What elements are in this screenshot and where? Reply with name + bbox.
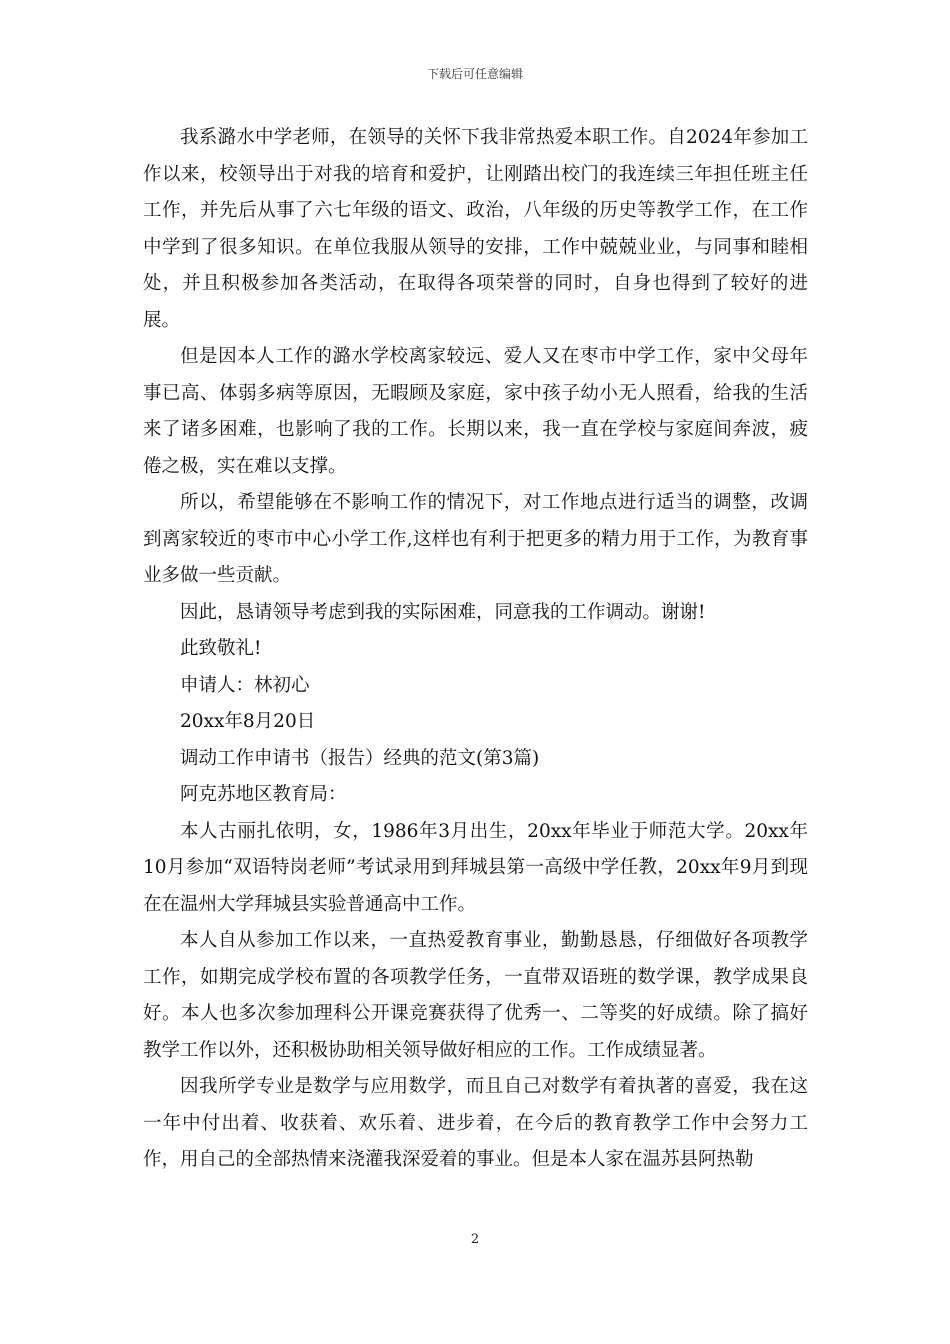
page-number: 2 bbox=[470, 1232, 480, 1247]
paragraph: 但是因本人工作的潞水学校离家较远、爱人又在枣市中学工作，家中父母年事已高、体弱多病等原因，无暇顾及家庭，家中孩子幼小无人照看，给我的生活来了诸多困难，也影响了我的工作。长期以来，我一直在学校与家庭间奔波，疲倦之极，实在难以支撑。 bbox=[143, 346, 808, 477]
paragraph: 我系潞水中学老师，在领导的关怀下我非常热爱本职工作。自2024年参加工作以来，校领导出于对我的培育和爱护，让刚踏出校门的我连续三年担任班主任工作，并先后从事了六七年级的语文、政治，八年级的历史等教学工作，在工作中学到了很多知识。在单位我服从领导的安排，工作中兢兢业业，与同事和睦相处，并且积极参加各类活动，在取得各项荣誉的同时，自身也得到了较好的进展。 bbox=[143, 127, 808, 331]
paragraph: 本人自从参加工作以来，一直热爱教育事业，勤勤恳恳，仔细做好各项教学工作，如期完成学校布置的各项教学任务，一直带双语班的数学课，教学成果良好。本人也多次参加理科公开课竞赛获得了优秀一、二等奖的好成绩。除了搞好教学工作以外，还积极协助相关领导做好相应的工作。工作成绩显著。 bbox=[143, 930, 808, 1061]
paragraph: 因我所学专业是数学与应用数学，而且自己对数学有着执著的喜爱，我在这一年中付出着、收获着、欢乐着、进步着，在今后的教育教学工作中会努力工作，用自己的全部热情来浇灌我深爱着的事业。但是本人家在温苏县阿热勒 bbox=[143, 1076, 808, 1170]
paragraph: 本人古丽扎依明，女，1986年3月出生，20xx年毕业于师范大学。20xx年10月参加“双语特岗老师”考试录用到拜城县第一高级中学任教，20xx年9月到现在在温州大学拜城县实验普通高中工作。 bbox=[143, 820, 808, 915]
page-header: 下载后可任意编辑 bbox=[426, 67, 523, 81]
applicant-signature: 申请人：林初心 bbox=[180, 674, 310, 696]
paragraph: 所以，希望能够在不影响工作的情况下，对工作地点进行适当的调整，改调到离家较近的枣市中心小学工作,这样也有利于把更多的精力用于工作，为教育事业多做一些贡献。 bbox=[143, 492, 808, 586]
letter-addressee: 阿克苏地区教育局： bbox=[180, 784, 347, 805]
closing-salutation: 此致敬礼! bbox=[180, 638, 262, 659]
letter-date: 20xx年8月20日 bbox=[180, 711, 316, 732]
section-title: 调动工作申请书（报告）经典的范文(第3篇) bbox=[180, 747, 540, 769]
document-body bbox=[143, 120, 808, 1179]
paragraph: 因此，恳请领导考虑到我的实际困难，同意我的工作调动。谢谢! bbox=[180, 601, 706, 623]
